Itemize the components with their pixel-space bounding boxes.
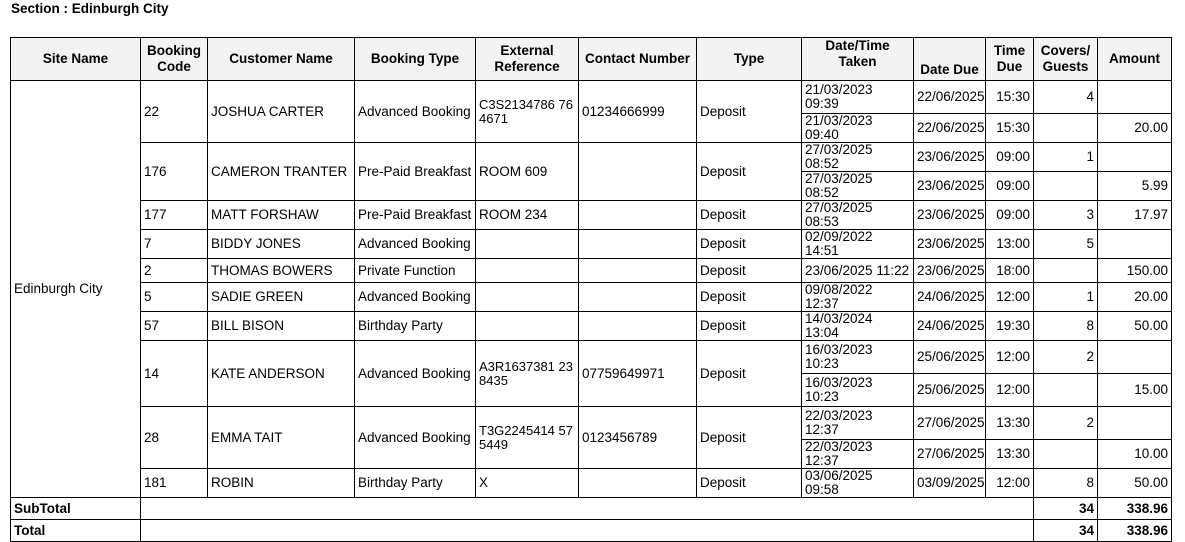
date-time-taken-cell: 22/03/2023 12:37	[802, 440, 914, 469]
type-cell: Deposit	[697, 230, 802, 259]
booking-code-cell: 2	[141, 259, 208, 283]
col-customer-name: Customer Name	[208, 38, 355, 81]
external-reference-cell: C3S2134786 764671	[476, 81, 579, 143]
time-due-cell: 09:00	[986, 172, 1034, 201]
contact-number-cell	[579, 312, 697, 341]
covers-cell: 1	[1034, 283, 1098, 312]
booking-code-cell: 181	[141, 469, 208, 498]
total-row	[11, 520, 1172, 542]
col-covers-guests: Covers/ Guests	[1034, 38, 1098, 81]
amount-cell: 17.97	[1098, 201, 1172, 230]
external-reference-cell	[476, 312, 579, 341]
type-cell: Deposit	[697, 283, 802, 312]
amount-cell: 50.00	[1098, 312, 1172, 341]
external-reference-cell: T3G2245414 575449	[476, 407, 579, 469]
date-due-cell: 23/06/2025	[914, 172, 986, 201]
table-row	[11, 312, 1172, 341]
customer-name-cell: KATE ANDERSON	[208, 341, 355, 407]
date-time-taken-cell: 16/03/2023 10:23	[802, 341, 914, 374]
col-date-due: Date Due	[914, 38, 986, 81]
booking-type-cell: Birthday Party	[355, 312, 476, 341]
booking-type-cell: Advanced Booking	[355, 341, 476, 407]
date-due-cell: 27/06/2025	[914, 407, 986, 440]
booking-code-cell: 5	[141, 283, 208, 312]
customer-name-cell: ROBIN	[208, 469, 355, 498]
booking-type-cell: Pre-Paid Breakfast	[355, 143, 476, 201]
date-due-cell: 23/06/2025	[914, 259, 986, 283]
table-row	[11, 407, 1172, 440]
booking-type-cell: Advanced Booking	[355, 230, 476, 259]
table-row	[11, 143, 1172, 172]
time-due-cell: 12:00	[986, 469, 1034, 498]
covers-cell: 2	[1034, 407, 1098, 440]
customer-name-cell: THOMAS BOWERS	[208, 259, 355, 283]
amount-cell: 150.00	[1098, 259, 1172, 283]
external-reference-cell	[476, 283, 579, 312]
subtotal-label: SubTotal	[11, 498, 141, 520]
external-reference-cell: ROOM 609	[476, 143, 579, 201]
time-due-cell: 09:00	[986, 143, 1034, 172]
contact-number-cell	[579, 469, 697, 498]
subtotal-covers: 34	[1034, 498, 1098, 520]
date-due-cell: 24/06/2025	[914, 283, 986, 312]
customer-name-cell: EMMA TAIT	[208, 407, 355, 469]
covers-cell	[1034, 440, 1098, 469]
covers-cell	[1034, 259, 1098, 283]
booking-type-cell: Advanced Booking	[355, 283, 476, 312]
col-external-reference: External Reference	[476, 38, 579, 81]
type-cell: Deposit	[697, 143, 802, 201]
booking-type-cell: Pre-Paid Breakfast	[355, 201, 476, 230]
external-reference-cell	[476, 259, 579, 283]
date-due-cell: 03/09/2025	[914, 469, 986, 498]
time-due-cell: 12:00	[986, 341, 1034, 374]
date-time-taken-cell: 23/06/2025 11:22	[802, 259, 914, 283]
contact-number-cell: 07759649971	[579, 341, 697, 407]
booking-code-cell: 28	[141, 407, 208, 469]
type-cell: Deposit	[697, 312, 802, 341]
contact-number-cell	[579, 283, 697, 312]
time-due-cell: 15:30	[986, 81, 1034, 114]
site-name-cell: Edinburgh City	[11, 81, 141, 498]
type-cell: Deposit	[697, 469, 802, 498]
customer-name-cell: SADIE GREEN	[208, 283, 355, 312]
date-time-taken-cell: 09/08/2022 12:37	[802, 283, 914, 312]
type-cell: Deposit	[697, 341, 802, 407]
type-cell: Deposit	[697, 201, 802, 230]
amount-cell	[1098, 407, 1172, 440]
table-row	[11, 201, 1172, 230]
col-date-time-taken: Date/Time Taken	[802, 38, 914, 81]
contact-number-cell	[579, 259, 697, 283]
booking-type-cell: Advanced Booking	[355, 81, 476, 143]
col-booking-type: Booking Type	[355, 38, 476, 81]
contact-number-cell: 01234666999	[579, 81, 697, 143]
contact-number-cell: 0123456789	[579, 407, 697, 469]
amount-cell	[1098, 341, 1172, 374]
type-cell: Deposit	[697, 407, 802, 469]
table-row	[11, 469, 1172, 498]
customer-name-cell: CAMERON TRANTER	[208, 143, 355, 201]
total-spacer	[141, 520, 1034, 542]
booking-code-cell: 57	[141, 312, 208, 341]
table-row	[11, 81, 1172, 114]
time-due-cell: 13:30	[986, 407, 1034, 440]
total-covers: 34	[1034, 520, 1098, 542]
amount-cell: 5.99	[1098, 172, 1172, 201]
amount-cell: 15.00	[1098, 374, 1172, 407]
booking-type-cell: Birthday Party	[355, 469, 476, 498]
external-reference-cell: ROOM 234	[476, 201, 579, 230]
covers-cell: 8	[1034, 469, 1098, 498]
date-time-taken-cell: 21/03/2023 09:39	[802, 81, 914, 114]
col-site-name: Site Name	[11, 38, 141, 81]
date-time-taken-cell: 27/03/2025 08:52	[802, 143, 914, 172]
subtotal-spacer	[141, 498, 1034, 520]
date-due-cell: 23/06/2025	[914, 143, 986, 172]
date-time-taken-cell: 16/03/2023 10:23	[802, 374, 914, 407]
date-due-cell: 25/06/2025	[914, 341, 986, 374]
time-due-cell: 13:30	[986, 440, 1034, 469]
amount-cell	[1098, 230, 1172, 259]
time-due-cell: 15:30	[986, 114, 1034, 143]
booking-code-cell: 14	[141, 341, 208, 407]
date-time-taken-cell: 21/03/2023 09:40	[802, 114, 914, 143]
time-due-cell: 19:30	[986, 312, 1034, 341]
date-due-cell: 23/06/2025	[914, 230, 986, 259]
booking-type-cell: Advanced Booking	[355, 407, 476, 469]
contact-number-cell	[579, 230, 697, 259]
external-reference-cell: A3R1637381 238435	[476, 341, 579, 407]
amount-cell	[1098, 81, 1172, 114]
type-cell: Deposit	[697, 259, 802, 283]
customer-name-cell: BILL BISON	[208, 312, 355, 341]
date-time-taken-cell: 02/09/2022 14:51	[802, 230, 914, 259]
customer-name-cell: BIDDY JONES	[208, 230, 355, 259]
date-time-taken-cell: 27/03/2025 08:52	[802, 172, 914, 201]
amount-cell	[1098, 143, 1172, 172]
col-time-due: Time Due	[986, 38, 1034, 81]
covers-cell: 8	[1034, 312, 1098, 341]
time-due-cell: 18:00	[986, 259, 1034, 283]
date-due-cell: 22/06/2025	[914, 114, 986, 143]
date-time-taken-cell: 22/03/2023 12:37	[802, 407, 914, 440]
date-time-taken-cell: 14/03/2024 13:04	[802, 312, 914, 341]
time-due-cell: 12:00	[986, 283, 1034, 312]
booking-code-cell: 176	[141, 143, 208, 201]
booking-code-cell: 177	[141, 201, 208, 230]
contact-number-cell	[579, 201, 697, 230]
external-reference-cell	[476, 230, 579, 259]
customer-name-cell: JOSHUA CARTER	[208, 81, 355, 143]
col-type: Type	[697, 38, 802, 81]
col-amount: Amount	[1098, 38, 1172, 81]
booking-code-cell: 7	[141, 230, 208, 259]
time-due-cell: 12:00	[986, 374, 1034, 407]
booking-type-cell: Private Function	[355, 259, 476, 283]
external-reference-cell: X	[476, 469, 579, 498]
covers-cell	[1034, 114, 1098, 143]
covers-cell	[1034, 172, 1098, 201]
covers-cell: 2	[1034, 341, 1098, 374]
table-row	[11, 230, 1172, 259]
date-time-taken-cell: 03/06/2025 09:58	[802, 469, 914, 498]
contact-number-cell	[579, 143, 697, 201]
date-due-cell: 24/06/2025	[914, 312, 986, 341]
table-row	[11, 283, 1172, 312]
booking-code-cell: 22	[141, 81, 208, 143]
type-cell: Deposit	[697, 81, 802, 143]
amount-cell: 20.00	[1098, 114, 1172, 143]
section-title: Section : Edinburgh City	[11, 1, 169, 16]
total-amount: 338.96	[1098, 520, 1172, 542]
col-contact-number: Contact Number	[579, 38, 697, 81]
header-row	[11, 38, 1172, 81]
table-row	[11, 341, 1172, 374]
customer-name-cell: MATT FORSHAW	[208, 201, 355, 230]
covers-cell	[1034, 374, 1098, 407]
col-booking-code: Booking Code	[141, 38, 208, 81]
amount-cell: 10.00	[1098, 440, 1172, 469]
covers-cell: 3	[1034, 201, 1098, 230]
covers-cell: 5	[1034, 230, 1098, 259]
subtotal-row	[11, 498, 1172, 520]
date-due-cell: 22/06/2025	[914, 81, 986, 114]
amount-cell: 20.00	[1098, 283, 1172, 312]
covers-cell: 1	[1034, 143, 1098, 172]
date-due-cell: 23/06/2025	[914, 201, 986, 230]
time-due-cell: 09:00	[986, 201, 1034, 230]
date-time-taken-cell: 27/03/2025 08:53	[802, 201, 914, 230]
date-due-cell: 25/06/2025	[914, 374, 986, 407]
total-label: Total	[11, 520, 141, 542]
amount-cell: 50.00	[1098, 469, 1172, 498]
covers-cell: 4	[1034, 81, 1098, 114]
date-due-cell: 27/06/2025	[914, 440, 986, 469]
subtotal-amount: 338.96	[1098, 498, 1172, 520]
table-row	[11, 259, 1172, 283]
time-due-cell: 13:00	[986, 230, 1034, 259]
bookings-table	[10, 37, 1172, 542]
